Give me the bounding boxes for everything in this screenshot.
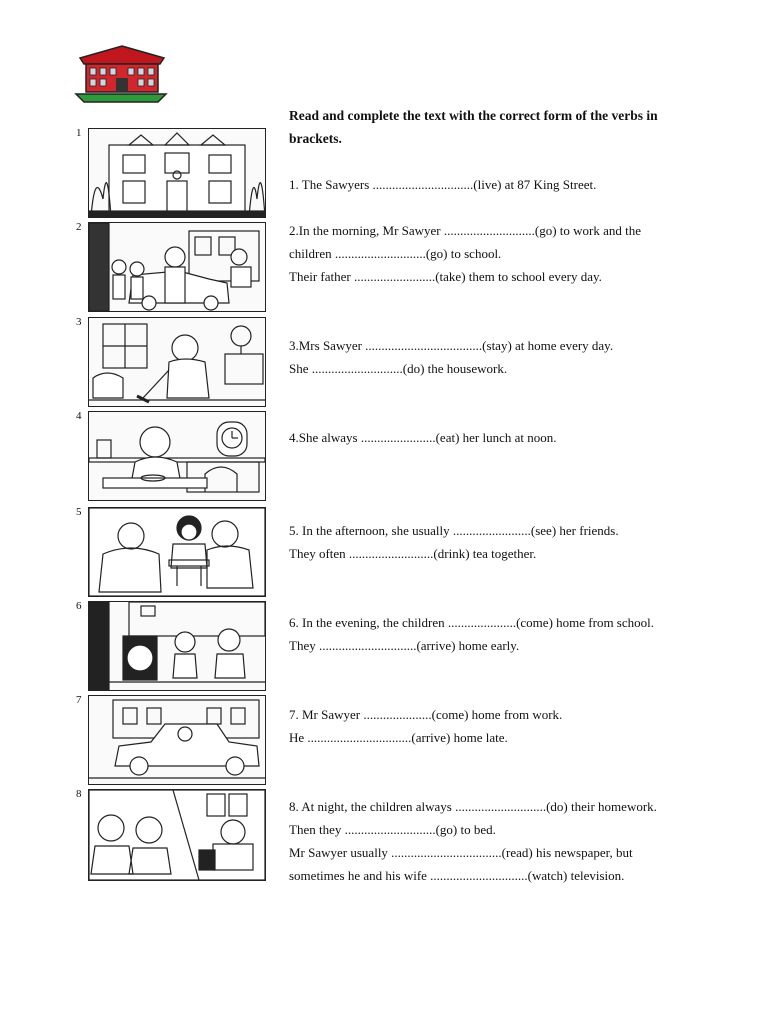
exercise-line: 4.She always .......................(eat) her lunch at noon. bbox=[289, 430, 557, 445]
picture-children-arriving bbox=[88, 601, 266, 691]
exercise-item-2 bbox=[289, 219, 719, 288]
exercise-item-1 bbox=[289, 173, 719, 196]
item-number: 3 bbox=[76, 316, 82, 328]
exercise-line: 6. In the evening, the children .....................(come) home from school. bbox=[289, 615, 654, 630]
exercise-item-3 bbox=[289, 334, 719, 380]
exercise-line: 8. At night, the children always ............................(do) their homework. bbox=[289, 799, 657, 814]
picture-house-front bbox=[88, 128, 266, 218]
picture-family-night bbox=[88, 789, 266, 881]
exercise-item-5 bbox=[289, 519, 719, 565]
exercise-item-7 bbox=[289, 703, 719, 749]
exercise-line: sometimes he and his wife ..............................(watch) television. bbox=[289, 868, 625, 883]
item-number: 4 bbox=[76, 410, 82, 422]
picture-woman-eating bbox=[88, 411, 266, 501]
instructions: Read and complete the text with the correct form of the verbs in brackets. bbox=[289, 108, 658, 146]
item-number: 2 bbox=[76, 221, 82, 233]
picture-family-car bbox=[88, 222, 266, 312]
exercise-line: He ................................(arrive) home late. bbox=[289, 730, 508, 745]
exercise-line: 7. Mr Sawyer .....................(come) home from work. bbox=[289, 707, 563, 722]
exercise-line: children ............................(go) to school. bbox=[289, 246, 502, 261]
picture-man-driving bbox=[88, 695, 266, 785]
exercise-line: Mr Sawyer usually ..................................(read) his newspaper, but bbox=[289, 845, 633, 860]
exercise-line: She ............................(do) the housework. bbox=[289, 361, 508, 376]
item-number: 1 bbox=[76, 127, 82, 139]
item-number: 5 bbox=[76, 506, 82, 518]
exercise-item-8 bbox=[289, 795, 719, 887]
item-number: 7 bbox=[76, 694, 82, 706]
exercise-line: Their father .........................(take) them to school every day. bbox=[289, 269, 602, 284]
exercise-item-6 bbox=[289, 611, 719, 657]
school-building-logo bbox=[72, 44, 170, 104]
item-number: 6 bbox=[76, 600, 82, 612]
exercise-line: Then they ............................(go) to bed. bbox=[289, 822, 496, 837]
item-number: 8 bbox=[76, 788, 82, 800]
exercise-item-4 bbox=[289, 426, 719, 449]
exercise-line: They often ..........................(drink) tea together. bbox=[289, 546, 537, 561]
exercise-line: They ..............................(arrive) home early. bbox=[289, 638, 520, 653]
picture-woman-sweeping bbox=[88, 317, 266, 407]
exercise-line: 3.Mrs Sawyer ....................................(stay) at home every day. bbox=[289, 338, 614, 353]
exercise-line: 1. The Sawyers ...............................(live) at 87 King Street. bbox=[289, 177, 597, 192]
exercise-line: 2.In the morning, Mr Sawyer ............................(go) to work and the bbox=[289, 223, 642, 238]
exercise-line: 5. In the afternoon, she usually ........................(see) her friends. bbox=[289, 523, 619, 538]
picture-friends-tea bbox=[88, 507, 266, 597]
